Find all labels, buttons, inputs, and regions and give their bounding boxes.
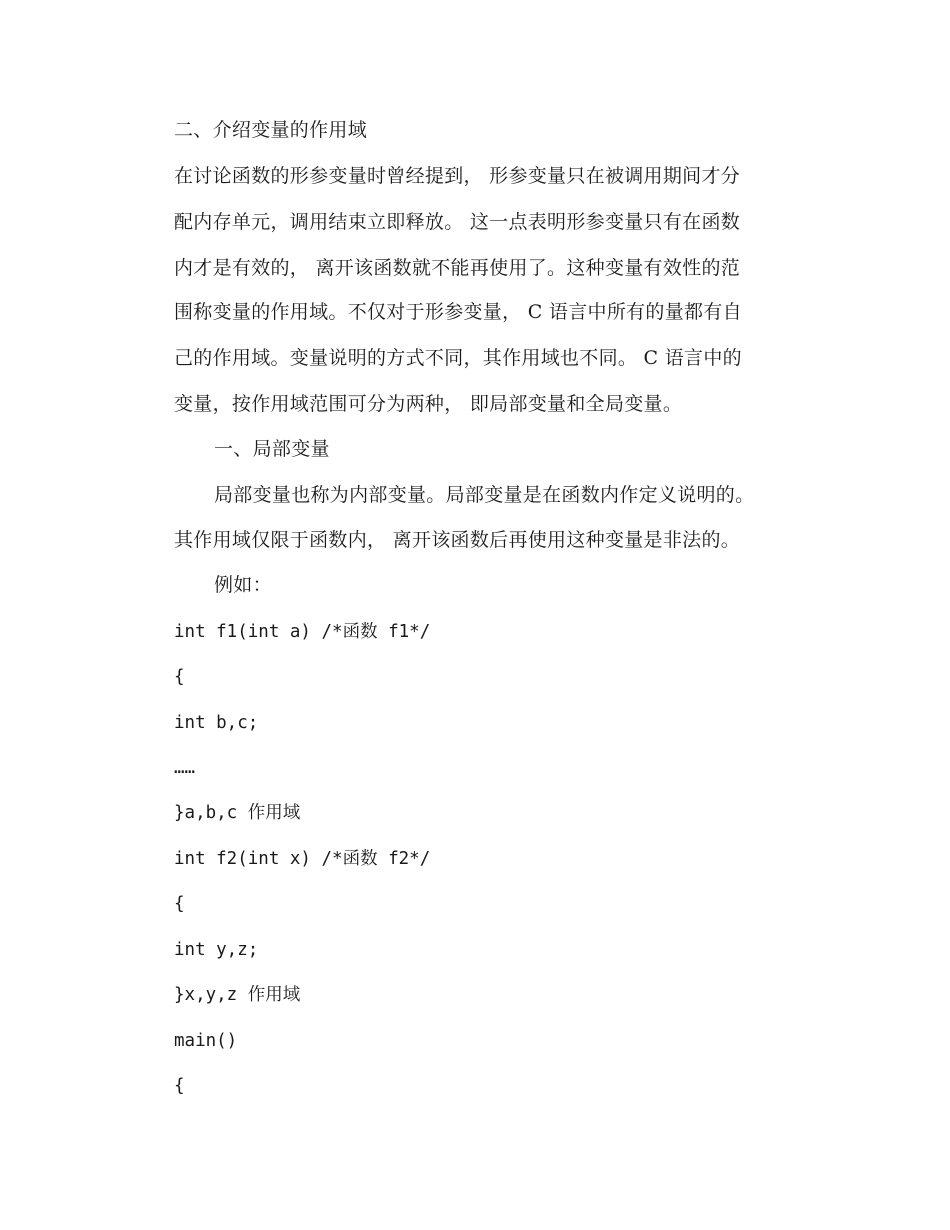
- code-line-3: int b,c;: [174, 713, 259, 733]
- intro-line-2: 配内存单元，调用结束立即释放。 这一点表明形参变量只有在函数: [174, 211, 741, 233]
- intro-line-4: 围称变量的作用域。不仅对于形参变量， C 语言中所有的量都有自: [174, 301, 742, 323]
- intro-line-5: 己的作用域。变量说明的方式不同，其作用域也不同。 C 语言中的: [174, 347, 742, 369]
- code-line-11: {: [174, 1076, 185, 1096]
- code-line-2: {: [174, 667, 185, 687]
- subsection-heading: 一、局部变量: [214, 438, 330, 460]
- code-line-5: }a,b,c 作用域: [174, 803, 301, 823]
- code-line-8: int y,z;: [174, 940, 259, 960]
- code-line-7: {: [174, 894, 185, 914]
- code-line-9: }x,y,z 作用域: [174, 985, 301, 1005]
- code-line-1: int f1(int a) /*函数 f1*/: [174, 622, 431, 642]
- intro-line-6: 变量，按作用域范围可分为两种， 即局部变量和全局变量。: [174, 393, 683, 415]
- section-heading: 二、介绍变量的作用域: [174, 119, 368, 141]
- intro-line-3: 内才是有效的， 离开该函数就不能再使用了。这种变量有效性的范: [174, 257, 741, 279]
- code-line-4: ……: [174, 758, 196, 778]
- code-line-10: main(): [174, 1031, 238, 1051]
- example-label: 例如：: [214, 574, 272, 596]
- code-line-6: int f2(int x) /*函数 f2*/: [174, 849, 431, 869]
- intro-line-1: 在讨论函数的形参变量时曾经提到， 形参变量只在被调用期间才分: [174, 165, 741, 187]
- body-line-2: 其作用域仅限于函数内， 离开该函数后再使用这种变量是非法的。: [174, 529, 741, 551]
- body-line-1: 局部变量也称为内部变量。局部变量是在函数内作定义说明的。: [214, 484, 755, 506]
